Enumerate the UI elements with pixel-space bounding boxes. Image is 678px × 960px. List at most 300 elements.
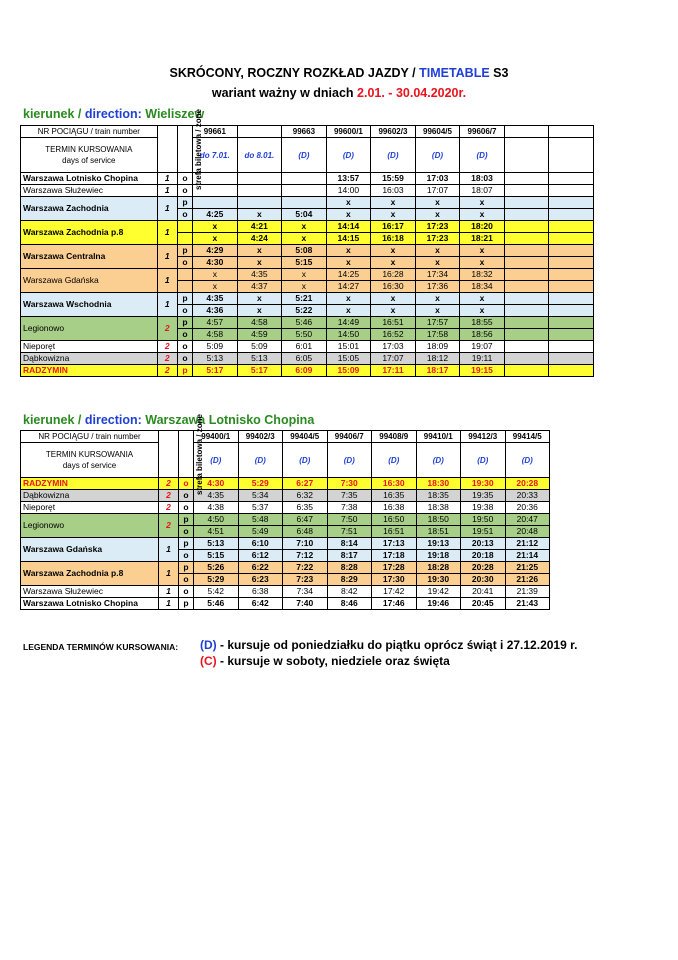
legend-d-code: (D) [200,638,217,652]
time-cell: 4:24 [237,233,282,245]
time-cell: 6:01 [282,341,327,353]
time-cell: 4:51 [194,526,239,538]
time-cell: 4:30 [194,478,239,490]
time-cell [504,353,549,365]
legend-d-text: - kursuje od poniedziałku do piątku oprócz świąt i 27.12.2019 r. [216,638,578,652]
time-cell: 17:58 [415,329,460,341]
station-zone: 2 [159,502,179,514]
time-cell: x [460,293,505,305]
time-cell: 8:17 [327,550,372,562]
table-row [21,245,594,257]
legend-d [200,638,577,652]
time-cell: 7:10 [283,538,328,550]
station-zone: 1 [157,173,177,185]
time-cell: 18:28 [416,562,461,574]
time-cell: x [326,245,371,257]
days-of-service [549,138,594,173]
time-cell: 5:15 [282,257,327,269]
days-of-service-label [21,138,158,173]
time-cell: 18:12 [415,353,460,365]
arrival-departure-marker [177,233,192,245]
time-cell: 17:46 [372,598,417,610]
time-cell: 8:29 [327,574,372,586]
station-name: Warszawa Centralna [21,245,158,269]
time-cell: 18:55 [460,317,505,329]
train-number: 99402/3 [238,431,283,443]
table-row [21,185,594,197]
time-cell: 5:09 [193,341,238,353]
days-of-service: (D) [326,138,371,173]
time-cell: x [326,209,371,221]
legend-c-text: - kursuje w soboty, niedziele oraz święta [216,654,450,668]
time-cell: 8:28 [327,562,372,574]
table-row [21,197,594,209]
time-cell [504,209,549,221]
time-cell: 19:30 [461,478,506,490]
table-row [21,598,550,610]
time-cell: 18:09 [415,341,460,353]
arrival-departure-marker: o [177,329,192,341]
time-cell: 5:17 [193,365,238,377]
station-name: Warszawa Lotnisko Chopina [21,173,158,185]
time-cell: 5:42 [194,586,239,598]
time-cell: 16:35 [372,490,417,502]
time-cell: 19:51 [461,526,506,538]
time-cell [549,341,594,353]
arrival-departure-marker: p [177,197,192,209]
time-cell: 18:38 [416,502,461,514]
arrival-departure-marker: o [179,574,194,586]
station-zone: 1 [159,586,179,598]
time-cell: 20:48 [505,526,550,538]
time-cell [549,197,594,209]
time-cell [549,185,594,197]
time-cell: 4:57 [193,317,238,329]
station-name: Legionowo [21,514,159,538]
time-cell: 4:58 [237,317,282,329]
table-row [21,173,594,185]
station-zone: 1 [159,562,179,586]
time-cell [504,305,549,317]
arrival-departure-marker: o [177,173,192,185]
table-row [21,538,550,550]
time-cell: 21:12 [505,538,550,550]
time-cell: 6:23 [238,574,283,586]
train-number: 99404/5 [283,431,328,443]
time-cell: 7:12 [283,550,328,562]
zone-header [159,413,204,495]
time-cell: 16:51 [372,526,417,538]
train-number: 99414/5 [505,431,550,443]
time-cell [549,305,594,317]
train-number [504,126,549,138]
arrival-departure-marker: o [177,185,192,197]
time-cell [549,281,594,293]
time-cell: 7:30 [327,478,372,490]
table-row [21,293,594,305]
time-cell: x [371,293,416,305]
time-cell: 20:36 [505,502,550,514]
days-label-pl: TERMIN KURSOWANIA [45,145,133,154]
legend-c [200,654,450,668]
time-cell: 5:13 [193,353,238,365]
station-zone: 2 [157,365,177,377]
time-cell: x [371,197,416,209]
time-cell: 18:20 [460,221,505,233]
table-row [21,490,550,502]
station-zone: 1 [157,221,177,245]
time-cell: 19:35 [461,490,506,502]
arrival-departure-marker: o [177,341,192,353]
time-cell: 15:05 [326,353,371,365]
days-of-service: do 8.01. [237,138,282,173]
time-cell: 15:01 [326,341,371,353]
time-cell: 14:15 [326,233,371,245]
time-cell [549,269,594,281]
train-number-row [21,431,550,443]
time-cell: 16:03 [371,185,416,197]
days-of-service: (D) [505,443,550,478]
arrival-departure-marker: o [177,257,192,269]
time-cell: 7:34 [283,586,328,598]
time-cell: 21:39 [505,586,550,598]
table-row [21,221,594,233]
time-cell: x [282,281,327,293]
time-cell: 16:52 [371,329,416,341]
time-cell: 5:46 [194,598,239,610]
time-cell: 20:41 [461,586,506,598]
time-cell: 5:13 [194,538,239,550]
time-cell: 14:25 [326,269,371,281]
time-cell: 6:22 [238,562,283,574]
station-name: Nieporęt [21,341,158,353]
time-cell: 7:51 [327,526,372,538]
time-cell: 16:17 [371,221,416,233]
time-cell: 6:27 [283,478,328,490]
time-cell [282,173,327,185]
time-cell: 16:50 [372,514,417,526]
time-cell: 16:18 [371,233,416,245]
days-of-service: (D) [371,138,416,173]
time-cell: 17:18 [372,550,417,562]
time-cell: 5:46 [282,317,327,329]
days-of-service: (D) [415,138,460,173]
direction-prefix: kierunek / [23,413,85,427]
time-cell: 19:13 [416,538,461,550]
time-cell: 20:13 [461,538,506,550]
time-cell: x [415,245,460,257]
time-cell: 5:29 [238,478,283,490]
days-of-service [504,138,549,173]
time-cell: 4:37 [237,281,282,293]
time-cell: x [237,293,282,305]
arrival-departure-marker: p [179,538,194,550]
time-cell: 17:57 [415,317,460,329]
station-name: Warszawa Gdańska [21,269,158,293]
time-cell: 4:35 [194,490,239,502]
time-cell: 5:21 [282,293,327,305]
time-cell: 20:28 [461,562,506,574]
time-cell: 14:27 [326,281,371,293]
time-cell: 6:32 [283,490,328,502]
station-name: Legionowo [21,317,158,341]
station-zone: 2 [157,317,177,341]
time-cell: 8:42 [327,586,372,598]
station-name: Warszawa Zachodnia [21,197,158,221]
time-cell: 18:35 [416,490,461,502]
time-cell: 19:11 [460,353,505,365]
time-cell: 19:50 [461,514,506,526]
time-cell: 18:32 [460,269,505,281]
station-zone: 1 [157,245,177,269]
train-number: 99602/3 [371,126,416,138]
table-row [21,562,550,574]
station-name: Dąbkowizna [21,353,158,365]
station-name: Warszawa Zachodnia p.8 [21,221,158,245]
time-cell: 19:07 [460,341,505,353]
time-cell: 15:59 [371,173,416,185]
time-cell: 18:21 [460,233,505,245]
time-cell: x [237,245,282,257]
time-cell [282,197,327,209]
arrival-departure-marker: o [177,209,192,221]
train-number [549,126,594,138]
time-cell: 5:37 [238,502,283,514]
days-label-pl: TERMIN KURSOWANIA [45,450,134,459]
validity-line [0,86,678,100]
station-name: Warszawa Służewiec [21,586,159,598]
train-number: 99412/3 [461,431,506,443]
train-number: 99406/7 [327,431,372,443]
days-of-service: (D) [372,443,417,478]
direction-name: Wieliszew [141,107,205,121]
time-cell: x [326,257,371,269]
days-of-service-row [21,138,594,173]
time-cell: 15:09 [326,365,371,377]
time-cell [237,173,282,185]
arrival-departure-marker: o [177,353,192,365]
arrival-departure-marker: p [177,365,192,377]
time-cell: 17:28 [372,562,417,574]
days-of-service: (D) [460,138,505,173]
time-cell: 18:34 [460,281,505,293]
time-cell: 14:14 [326,221,371,233]
time-cell: 5:17 [237,365,282,377]
time-cell [504,269,549,281]
time-cell: 17:23 [415,233,460,245]
station-zone: 2 [157,341,177,353]
table-row [21,317,594,329]
time-cell: 20:33 [505,490,550,502]
train-number-label: NR POCIĄGU / train number [21,126,158,138]
time-cell [193,197,238,209]
days-of-service-label [21,443,159,478]
days-of-service: do 7.01. [193,138,238,173]
time-cell: 5:49 [238,526,283,538]
time-cell: x [282,269,327,281]
time-cell: 6:42 [238,598,283,610]
time-cell: x [371,209,416,221]
time-cell: 6:47 [283,514,328,526]
time-cell: 5:22 [282,305,327,317]
days-of-service: (D) [282,138,327,173]
time-cell: x [460,245,505,257]
time-cell: x [193,221,238,233]
time-cell: 4:38 [194,502,239,514]
arrival-departure-marker [177,269,192,281]
page-title [0,66,678,80]
time-cell: 6:12 [238,550,283,562]
time-cell: x [415,293,460,305]
time-cell: 6:48 [283,526,328,538]
time-cell: 6:10 [238,538,283,550]
time-cell: 4:58 [193,329,238,341]
time-cell: 6:35 [283,502,328,514]
time-cell [549,221,594,233]
time-cell: 5:15 [194,550,239,562]
time-cell: 21:25 [505,562,550,574]
time-cell [504,281,549,293]
time-cell: 5:09 [237,341,282,353]
time-cell [549,329,594,341]
time-cell: 18:50 [416,514,461,526]
time-cell: 16:28 [371,269,416,281]
time-cell [504,257,549,269]
time-cell [549,233,594,245]
station-name: Warszawa Gdańska [21,538,159,562]
arrival-departure-marker [177,281,192,293]
station-zone: 1 [157,293,177,317]
time-cell: 7:22 [283,562,328,574]
time-cell: 5:04 [282,209,327,221]
time-cell: x [415,209,460,221]
table-row [21,478,550,490]
time-cell: 7:35 [327,490,372,502]
time-cell: x [326,305,371,317]
time-cell: x [415,257,460,269]
days-of-service-row [21,443,550,478]
time-cell [549,245,594,257]
time-cell: 19:18 [416,550,461,562]
zone-header-label: strefa biletowa / zone [193,108,203,190]
station-zone: 1 [157,197,177,221]
time-cell: 7:40 [283,598,328,610]
time-cell: x [237,305,282,317]
time-cell: x [460,209,505,221]
validity-prefix: wariant ważny w dniach [211,86,358,100]
arrival-departure-marker: o [179,586,194,598]
time-cell [504,293,549,305]
station-name: Dąbkowizna [21,490,159,502]
blank-cell [179,431,194,478]
time-cell: 19:38 [461,502,506,514]
days-label-en: days of service [62,156,116,165]
time-cell [504,341,549,353]
time-cell [504,317,549,329]
time-cell [549,353,594,365]
days-of-service: (D) [283,443,328,478]
time-cell: 8:14 [327,538,372,550]
days-label-en: days of service [62,461,117,470]
time-cell: 14:00 [326,185,371,197]
time-cell: 4:50 [194,514,239,526]
time-cell: 7:38 [327,502,372,514]
time-cell: x [193,281,238,293]
station-zone: 1 [159,538,179,562]
days-of-service: (D) [327,443,372,478]
time-cell: 14:50 [326,329,371,341]
time-cell: 5:34 [238,490,283,502]
station-zone: 1 [159,598,179,610]
table-row [21,353,594,365]
time-cell: x [460,257,505,269]
time-cell: x [460,197,505,209]
time-cell: 13:57 [326,173,371,185]
station-zone: 2 [159,478,179,490]
time-cell [504,173,549,185]
time-cell: x [326,293,371,305]
time-cell: x [326,197,371,209]
time-cell: 6:09 [282,365,327,377]
blank-cell [177,126,192,173]
time-cell: x [237,209,282,221]
time-cell: 18:17 [415,365,460,377]
direction-prefix: kierunek / [23,107,85,121]
time-cell: 8:46 [327,598,372,610]
time-cell: 20:47 [505,514,550,526]
station-zone: 2 [157,353,177,365]
time-cell: 20:45 [461,598,506,610]
train-number: 99663 [282,126,327,138]
time-cell: 21:14 [505,550,550,562]
station-zone: 1 [157,269,177,293]
station-name: RADZYMIN [21,478,159,490]
arrival-departure-marker: o [179,490,194,502]
time-cell: x [371,245,416,257]
time-cell [549,365,594,377]
title-main: SKRÓCONY, ROCZNY ROZKŁAD JAZDY / [169,66,420,80]
time-cell: x [282,233,327,245]
zone-header-label: strefa biletowa / zone [194,413,204,495]
title-timetable: TIMETABLE [419,66,490,80]
time-cell: 17:07 [371,353,416,365]
time-cell [549,209,594,221]
time-cell: x [282,221,327,233]
time-cell: 17:07 [415,185,460,197]
arrival-departure-marker: p [177,293,192,305]
validity-dates: 2.01. - 30.04.2020r. [357,86,467,100]
train-number-row [21,126,594,138]
time-cell [504,233,549,245]
time-cell: 14:49 [326,317,371,329]
time-cell: 5:48 [238,514,283,526]
time-cell: 20:30 [461,574,506,586]
train-number: 99400/1 [194,431,239,443]
time-cell: 4:59 [237,329,282,341]
arrival-departure-marker [177,221,192,233]
time-cell [504,221,549,233]
train-number: 99606/7 [460,126,505,138]
direction-word: direction: [84,413,142,427]
station-zone: 1 [157,185,177,197]
train-number: 99408/9 [372,431,417,443]
time-cell: 17:34 [415,269,460,281]
station-name: RADZYMIN [21,365,158,377]
time-cell: 20:28 [505,478,550,490]
time-cell: 16:30 [372,478,417,490]
time-cell: 17:13 [372,538,417,550]
time-cell: 5:50 [282,329,327,341]
